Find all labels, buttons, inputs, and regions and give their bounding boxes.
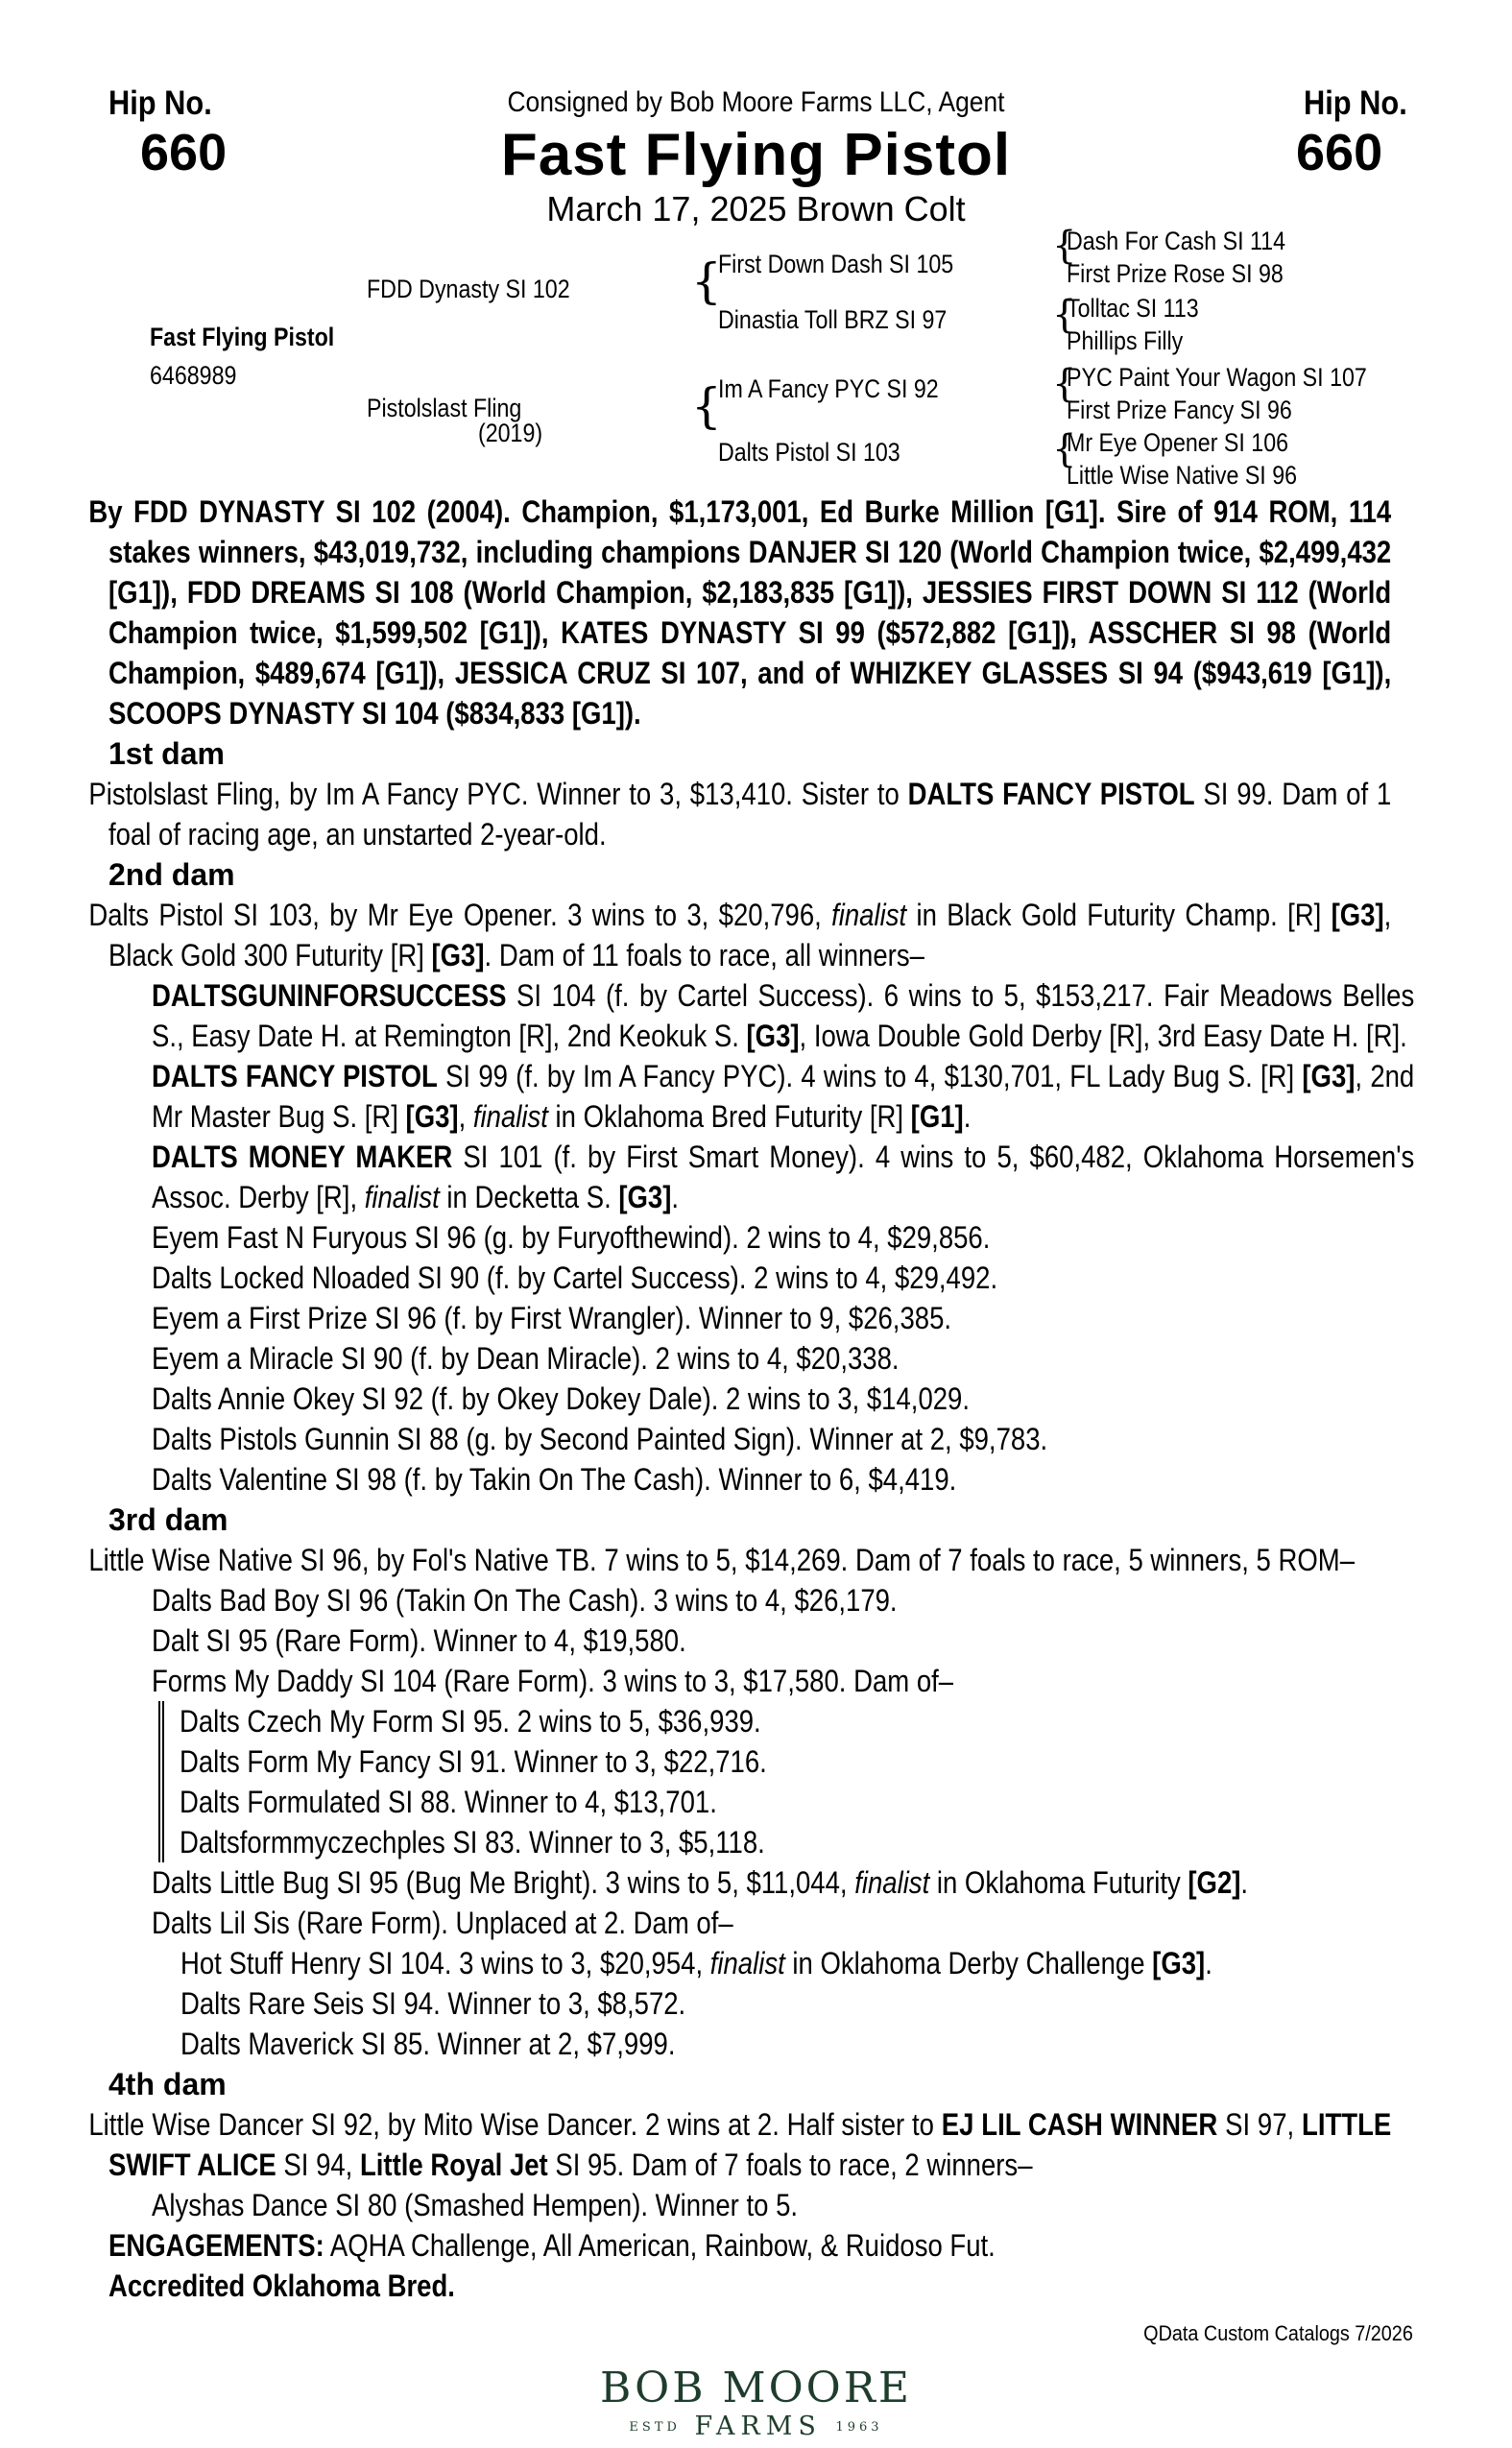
logo-tagline: ESTD FARMS 1963 bbox=[629, 2412, 883, 2441]
catalog-body bbox=[88, 492, 1415, 2306]
accredited-line: Accredited Oklahoma Bred. bbox=[108, 2268, 455, 2303]
fourth-dam-heading: 4th dam bbox=[108, 2067, 227, 2101]
list-item: Dalts Maverick SI 85. Winner at 2, $7,999. bbox=[180, 2027, 676, 2061]
engagements: ENGAGEMENTS: AQHA Challenge, All American, Rainbow, & Ruidoso Fut. bbox=[108, 2228, 996, 2263]
brace-ss: { bbox=[1052, 224, 1077, 268]
sire-dam: Dinastia Toll BRZ SI 97 bbox=[718, 305, 948, 334]
sd-sire: Tolltac SI 113 bbox=[1067, 294, 1199, 323]
brace-sd: { bbox=[1052, 293, 1077, 337]
dam-year: (2019) bbox=[478, 419, 543, 447]
list-item: Alyshas Dance SI 80 (Smashed Hempen). Winner to 5. bbox=[152, 2188, 799, 2222]
list-item: Daltsformmyczechples SI 83. Winner to 3, $5,118. bbox=[180, 1825, 765, 1860]
list-item: Dalts Formulated SI 88. Winner to 4, $13,701. bbox=[180, 1785, 717, 1819]
sire-paragraph: By FDD DYNASTY SI 102 (2004). Champion, $1,173,001, Ed Burke Million [G1]. Sire of 914 ROM, 114 stakes winners, $43,019,732, including champions DANJER SI 120 (World Champion twice, $2,499,432 [G1]), FDD DREAMS SI 108 (World Champion, $2,183,835 [G1]), JESSIES FIRST DOWN SI 112 (World Champion twice, $1,599,502 [G1]), KATES DYNASTY SI 99 ($572,882 [G1]), ASSCHER SI 98 (World Champion, $489,674 [G1]), JESSICA CRUZ SI 107, and of WHIZKEY GLASSES SI 94 ($943,619 [G1]), SCOOPS DYNASTY SI 104 ($834,833 [G1]). bbox=[88, 494, 1392, 731]
dam-sire: Im A Fancy PYC SI 92 bbox=[718, 374, 939, 403]
foal-daltsguninforsuccess: DALTSGUNINFORSUCCESS SI 104 (f. by Cartel Success). 6 wins to 5, $153,217. Fair Meadows Belles S., Easy Date H. at Remington [R], 2nd Keokuk S. [G3], Iowa Double Gold Derby [R], 3rd Easy Date H. [R]. bbox=[152, 978, 1415, 1053]
hip-number-right: 660 bbox=[1296, 124, 1383, 181]
list-item: Dalts Locked Nloaded SI 90 (f. by Cartel Success). 2 wins to 4, $29,492. bbox=[152, 1260, 998, 1295]
subject-registration: 6468989 bbox=[150, 361, 237, 390]
ss-sire: Dash For Cash SI 114 bbox=[1067, 227, 1286, 255]
brace-sire: { bbox=[691, 253, 722, 309]
list-item: Dalts Annie Okey SI 92 (f. by Okey Dokey Dale). 2 wins to 3, $14,029. bbox=[152, 1381, 971, 1416]
hip-label-left: Hip No. bbox=[108, 84, 212, 122]
first-dam-heading: 1st dam bbox=[108, 736, 225, 771]
dam-dam: Dalts Pistol SI 103 bbox=[718, 438, 900, 467]
first-dam-text: Pistolslast Fling, by Im A Fancy PYC. Winner to 3, $13,410. Sister to DALTS FANCY PISTOL SI 99. Dam of 1 foal of racing age, an unstarted 2-year-old. bbox=[88, 777, 1392, 852]
foal-dalts-money-maker: DALTS MONEY MAKER SI 101 (f. by First Smart Money). 4 wins to 5, $60,482, Oklahoma Horsemen's Assoc. Derby [R], finalist in Decketta S. [G3]. bbox=[152, 1140, 1415, 1214]
list-item: Dalts Lil Sis (Rare Form). Unplaced at 2. Dam of– bbox=[152, 1906, 733, 1940]
third-dam-text: Little Wise Native SI 96, by Fol's Native TB. 7 wins to 5, $14,269. Dam of 7 foals to race, 5 winners, 5 ROM– bbox=[88, 1543, 1355, 1577]
brace-ds: { bbox=[1052, 362, 1077, 406]
list-item: Dalts Valentine SI 98 (f. by Takin On The Cash). Winner to 6, $4,419. bbox=[152, 1462, 957, 1497]
list-item: Dalt SI 95 (Rare Form). Winner to 4, $19,580. bbox=[152, 1623, 686, 1658]
horse-title: Fast Flying Pistol bbox=[500, 122, 1012, 188]
consignor-line: Consigned by Bob Moore Farms LLC, Agent bbox=[507, 86, 1005, 118]
list-item: Dalts Form My Fancy SI 91. Winner to 3, $22,716. bbox=[180, 1744, 767, 1779]
hip-number-left: 660 bbox=[140, 124, 228, 181]
dam: Pistolslast Fling bbox=[367, 394, 522, 422]
third-dam-heading: 3rd dam bbox=[108, 1502, 228, 1537]
footer-credit: QData Custom Catalogs 7/2026 bbox=[1143, 2321, 1413, 2345]
hip-label-right: Hip No. bbox=[1304, 84, 1407, 122]
foaled-line: March 17, 2025 Brown Colt bbox=[546, 189, 966, 228]
forms-my-daddy-produce bbox=[158, 1701, 1414, 1862]
list-item: Eyem Fast N Furyous SI 96 (g. by Furyofthewind). 2 wins to 4, $29,856. bbox=[152, 1220, 991, 1255]
sd-dam: Phillips Filly bbox=[1067, 326, 1184, 355]
list-item: Eyem a Miracle SI 90 (f. by Dean Miracle). 2 wins to 4, $20,338. bbox=[152, 1341, 900, 1376]
second-dam-text: Dalts Pistol SI 103, by Mr Eye Opener. 3 wins to 3, $20,796, finalist in Black Gold Futurity Champ. [R] [G3], Black Gold 300 Futurity [R] [G3]. Dam of 11 foals to race, all winners– bbox=[88, 898, 1392, 972]
sire-sire: First Down Dash SI 105 bbox=[718, 250, 954, 278]
ds-sire: PYC Paint Your Wagon SI 107 bbox=[1067, 363, 1367, 392]
list-item: Dalts Pistols Gunnin SI 88 (g. by Second Painted Sign). Winner at 2, $9,783. bbox=[152, 1422, 1048, 1456]
list-item: Dalts Bad Boy SI 96 (Takin On The Cash). 3 wins to 4, $26,179. bbox=[152, 1583, 898, 1618]
dd-sire: Mr Eye Opener SI 106 bbox=[1067, 428, 1289, 457]
list-item: Dalts Little Bug SI 95 (Bug Me Bright). 3 wins to 5, $11,044, finalist in Oklahoma Futurity [G2]. bbox=[152, 1865, 1249, 1900]
brace-dd: { bbox=[1052, 427, 1077, 471]
sire: FDD Dynasty SI 102 bbox=[367, 275, 570, 303]
second-dam-heading: 2nd dam bbox=[108, 857, 235, 892]
list-item: Dalts Czech My Form SI 95. 2 wins to 5, $36,939. bbox=[180, 1704, 761, 1739]
fourth-dam-text: Little Wise Dancer SI 92, by Mito Wise Dancer. 2 wins at 2. Half sister to EJ LIL CASH WINNER SI 97, LITTLE SWIFT ALICE SI 94, Little Royal Jet SI 95. Dam of 7 foals to race, 2 winners– bbox=[88, 2107, 1392, 2182]
list-item: Forms My Daddy SI 104 (Rare Form). 3 wins to 3, $17,580. Dam of– bbox=[152, 1664, 954, 1698]
foal-dalts-fancy-pistol: DALTS FANCY PISTOL SI 99 (f. by Im A Fancy PYC). 4 wins to 4, $130,701, FL Lady Bug S. [R] [G3], 2nd Mr Master Bug S. [R] [G3], finalist in Oklahoma Bred Futurity [R] [G1]. bbox=[152, 1059, 1415, 1134]
subject-name: Fast Flying Pistol bbox=[150, 323, 335, 351]
dd-dam: Little Wise Native SI 96 bbox=[1067, 461, 1298, 490]
ds-dam: First Prize Fancy SI 96 bbox=[1067, 396, 1292, 424]
logo-wordmark: BOB MOORE bbox=[600, 2364, 912, 2412]
brace-dam: { bbox=[691, 378, 722, 434]
list-item: Dalts Rare Seis SI 94. Winner to 3, $8,572. bbox=[180, 1986, 686, 2021]
list-item: Hot Stuff Henry SI 104. 3 wins to 3, $20,954, finalist in Oklahoma Derby Challenge [G3]. bbox=[180, 1946, 1212, 1980]
ss-dam: First Prize Rose SI 98 bbox=[1067, 259, 1284, 288]
list-item: Eyem a First Prize SI 96 (f. by First Wrangler). Winner to 9, $26,385. bbox=[152, 1301, 952, 1335]
